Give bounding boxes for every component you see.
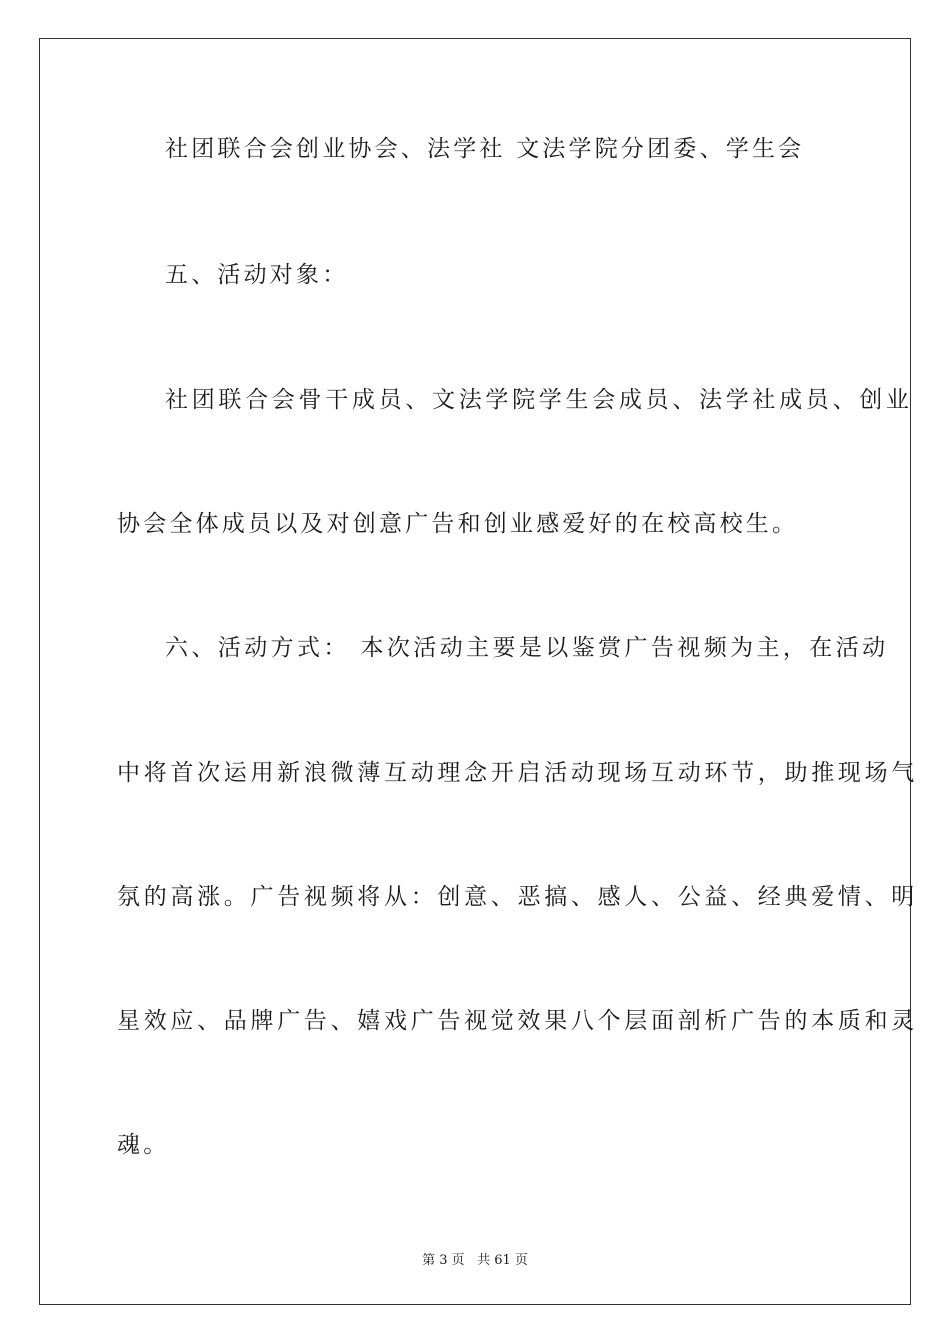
- section-heading-activity-target: 五、活动对象：: [165, 262, 349, 288]
- text-line-activity-method-2: 中将首次运用新浪微薄互动理念开启活动现场互动环节，助推现场气: [117, 760, 918, 786]
- page-footer: [0, 1249, 950, 1268]
- page-total: 共 61 页: [477, 1253, 528, 1268]
- page-border: [39, 38, 911, 1305]
- text-line-target-2: 协会全体成员以及对创意广告和创业感爱好的在校高校生。: [117, 511, 799, 537]
- text-line-activity-method-5: 魂。: [117, 1132, 170, 1158]
- text-line-activity-method-1: 六、活动方式： 本次活动主要是以鉴赏广告视频为主，在活动: [165, 635, 889, 661]
- page-number: 第 3 页: [422, 1253, 465, 1268]
- text-line-activity-method-4: 星效应、品牌广告、嬉戏广告视觉效果八个层面剖析广告的本质和灵: [117, 1008, 918, 1034]
- text-line-organizers: 社团联合会创业协会、法学社 文法学院分团委、学生会: [165, 136, 805, 162]
- text-line-activity-method-3: 氛的高涨。广告视频将从：创意、恶搞、感人、公益、经典爱情、明: [117, 884, 918, 910]
- text-line-target-1: 社团联合会骨干成员、文法学院学生会成员、法学社成员、创业: [165, 387, 913, 413]
